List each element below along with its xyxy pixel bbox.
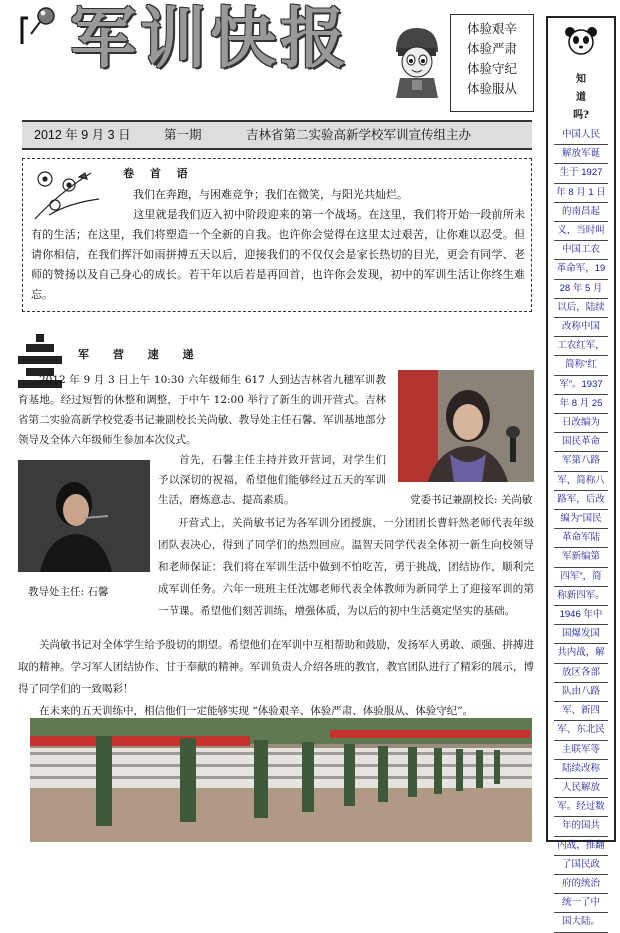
sidebar-text-line: 年的国共 <box>554 817 608 836</box>
sidebar-text-line: 军，简称八 <box>554 472 608 491</box>
sidebar-text-line: 四军”，简 <box>554 568 608 587</box>
news-paragraph: 开营式上，关尚敏书记为各军训分团授旗，一分团团长曹轩然老师代表年级团队表决心，得到了同学们的热烈回应。温智天同学代表全体初一新生向校领导和老师保证：我们将在军训生活中做到不怕吃苦，勇于挑战，团结协作，顺利完成军训任务。六年一班班主任沈娜老师代表全体教师为新同学上了迎接军训的第一节课。希望他们刻苦训练，增强体质，为以后的初中生活奠定坚实的基础。 <box>158 517 534 617</box>
principal-photo <box>398 370 534 482</box>
sidebar-text-line: 革命军，19 <box>554 260 608 279</box>
sidebar-text-line: 陆续改称 <box>554 760 608 779</box>
motto-line: 体验严肃 <box>466 41 517 56</box>
sidebar-text-line: 年 8 月 1 日 <box>554 184 608 203</box>
sidebar-text-line: 军新编第 <box>554 548 608 567</box>
did-you-know-sidebar <box>546 16 616 928</box>
director-photo-caption: 教导处主任: 石馨 <box>28 586 109 598</box>
sidebar-text-line: 人民解放 <box>554 779 608 798</box>
news-paragraph-4-wrap <box>18 634 534 722</box>
news-paragraph: 2012 年 9 月 3 日上午 10:30 六年级师生 617 人到达吉林省九穗军训教育基地。经过短暂的休整和调整，于中午 12:00 举行了新生的训开营式。吉林省第二实验高新学校党委书记兼副校长关尚敏、教导处主任石馨、军训基地部分领导及全体六年级师生参加本次仪式。 <box>18 374 386 446</box>
principal-photo-caption: 党委书记兼副校长: 关尚敏 <box>410 494 533 506</box>
sidebar-text-line: 编为“国民 <box>554 510 608 529</box>
sidebar-text-line: 府的统治 <box>554 875 608 894</box>
sidebar-text-line: 解放军诞 <box>554 145 608 164</box>
sidebar-text-line: 内战，推翻 <box>554 837 608 856</box>
sidebar-text-line: 称新四军。 <box>554 587 608 606</box>
sidebar-text <box>548 126 614 933</box>
sidebar-text-line: 路军，后改 <box>554 491 608 510</box>
news-paragraph-3-wrap <box>18 512 534 622</box>
sidebar-text-line: 改称中国 <box>554 318 608 337</box>
sidebar-heading-1: 知 <box>576 74 586 85</box>
preface-box <box>22 158 532 312</box>
news-paragraph: 在未来的五天训练中，相信他们一定能够实现 “体验艰辛、体验严肃、体验服从、体验守纪”。 <box>39 705 474 717</box>
sidebar-text-line: 中国人民 <box>554 126 608 145</box>
sidebar-text-line: 28 年 5 月 <box>554 280 608 299</box>
sidebar-text-line: 军”。1937 <box>554 376 608 395</box>
motto-box <box>450 14 534 112</box>
pushpin-icon <box>20 6 60 46</box>
sidebar-text-line: 军、东北民 <box>554 721 608 740</box>
sidebar-text-line: 生于 1927 <box>554 164 608 183</box>
sidebar-text-line: 共内战，解 <box>554 644 608 663</box>
training-ceremony-photo <box>30 718 532 842</box>
motto-line: 体验服从 <box>466 81 517 96</box>
sidebar-text-line: 军第八路 <box>554 452 608 471</box>
sidebar-text-line: 主联军等 <box>554 741 608 760</box>
sidebar-text-line: 国爆发国 <box>554 625 608 644</box>
sidebar-text-line: 义，当时叫 <box>554 222 608 241</box>
preface-paragraph: 这里就是我们迈入初中阶段迎来的第一个战场。在这里，我们将开始一段前所未有的生活；在这里，我们将塑造一个全新的自我。也许你会觉得在这里太过艰苦，让你难以忍受。但请你相信，在我们挥汗如雨拼搏五天以后，迎接我们的不仅仅会是家长热切的目光，更会有同学、老师的赞扬以及自己身心的成长。若干年以后若是再回首，也许你会发现，初中的军训生活让你终生难忘。 <box>31 208 525 301</box>
sidebar-text-line: 中国工农 <box>554 241 608 260</box>
preface-paragraph: 我们在奔跑，与困难竞争；我们在微笑，与阳光共灿烂。 <box>133 188 408 201</box>
publisher: 吉林省第二实验高新学校军训宣传组主办 <box>246 128 472 142</box>
newspaper-title: 军训快报 <box>70 0 350 77</box>
sidebar-text-line: 放区各部 <box>554 664 608 683</box>
issue-info-bar <box>22 120 532 150</box>
issue-date: 2012 年 9 月 3 日 <box>34 128 131 142</box>
motto-line: 体验守纪 <box>466 61 517 76</box>
news-paragraph-2-wrap <box>158 450 386 510</box>
sidebar-text-line: 国民革命 <box>554 433 608 452</box>
issue-number: 第一期 <box>164 128 202 142</box>
sidebar-text-line: 日改编为 <box>554 414 608 433</box>
sidebar-text-line: 1946 年中 <box>554 606 608 625</box>
news-paragraph: 关尚敏书记对全体学生给予殷切的期望。希望他们在军训中互相帮助和鼓励，发扬军人勇敢、顽强、拼搏进取的精神。学习军人团结协作、甘于奉献的精神。军训负责人介绍各班的教官，教官团队进行了精彩的展示，博得了同学们的一致喝彩！ <box>18 639 534 695</box>
news-paragraph: 首先，石馨主任主持并致开营词，对学生们予以深切的祝福，希望他们能够经过五天的军训生活，磨炼意志、提高素质。 <box>158 454 386 506</box>
sidebar-text-line: 工农红军， <box>554 337 608 356</box>
sidebar-text-line: 的南昌起 <box>554 203 608 222</box>
sidebar-text-line: 军、新四 <box>554 702 608 721</box>
sidebar-text-line: 年 8 月 25 <box>554 395 608 414</box>
news-paragraph-1-wrap <box>18 370 386 450</box>
sidebar-text-line: 统一了中 <box>554 894 608 913</box>
news-heading: 军 营 速 递 <box>78 348 204 361</box>
sidebar-text-line: 革命军陆 <box>554 529 608 548</box>
motto-line: 体验艰辛 <box>466 21 517 36</box>
soldier-cartoon-icon <box>388 22 446 100</box>
sidebar-text-line: 国大陆。 <box>554 913 608 932</box>
sidebar-text-line: 了国民政 <box>554 856 608 875</box>
sidebar-text-line: 队由八路 <box>554 683 608 702</box>
sidebar-text-line: 以后，陆续 <box>554 299 608 318</box>
sidebar-heading-3: 吗? <box>573 110 589 121</box>
sidebar-text-line: 简称“红 <box>554 356 608 375</box>
sidebar-text-line: 军。经过数 <box>554 798 608 817</box>
preface-heading: 卷 首 语 <box>123 167 194 180</box>
panda-icon <box>564 26 598 56</box>
sidebar-heading-2: 道 <box>576 92 586 103</box>
